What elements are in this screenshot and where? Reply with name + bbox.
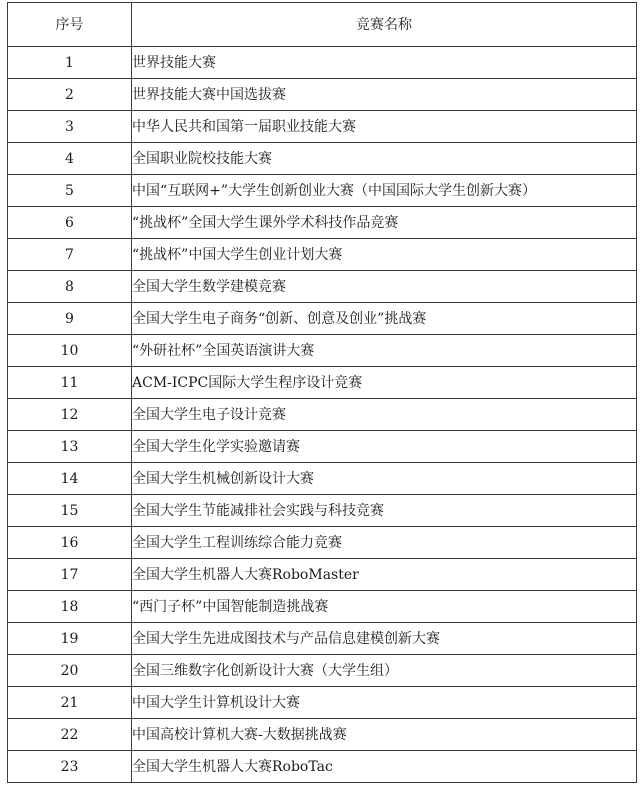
row-contest-name: 世界技能大赛中国选拔赛 — [132, 79, 637, 111]
row-index: 18 — [8, 591, 132, 623]
table-row — [8, 143, 637, 175]
row-index: 22 — [8, 719, 132, 751]
contest-list-table — [7, 2, 637, 783]
row-contest-name: 全国大学生电子商务“创新、创意及创业”挑战赛 — [132, 303, 637, 335]
table-row — [8, 655, 637, 687]
table-row — [8, 111, 637, 143]
row-index: 20 — [8, 655, 132, 687]
row-contest-name: ACM-ICPC国际大学生程序设计竞赛 — [132, 367, 637, 399]
row-index: 4 — [8, 143, 132, 175]
row-index: 8 — [8, 271, 132, 303]
row-index: 13 — [8, 431, 132, 463]
table-row — [8, 335, 637, 367]
table-row — [8, 495, 637, 527]
row-index: 23 — [8, 751, 132, 783]
row-index: 10 — [8, 335, 132, 367]
table-row — [8, 207, 637, 239]
row-index: 2 — [8, 79, 132, 111]
row-contest-name: “外研社杯”全国英语演讲大赛 — [132, 335, 637, 367]
table-row — [8, 591, 637, 623]
row-index: 14 — [8, 463, 132, 495]
table-row — [8, 399, 637, 431]
row-index: 3 — [8, 111, 132, 143]
table-body — [8, 47, 637, 783]
row-contest-name: “挑战杯”全国大学生课外学术科技作品竞赛 — [132, 207, 637, 239]
row-index: 17 — [8, 559, 132, 591]
table-row — [8, 751, 637, 783]
table-row — [8, 47, 637, 79]
row-contest-name: 全国大学生数学建模竞赛 — [132, 271, 637, 303]
table-row — [8, 527, 637, 559]
row-index: 6 — [8, 207, 132, 239]
table-row — [8, 431, 637, 463]
table-row — [8, 303, 637, 335]
table-row — [8, 687, 637, 719]
row-contest-name: “挑战杯”中国大学生创业计划大赛 — [132, 239, 637, 271]
table-header-row — [8, 3, 637, 47]
row-index: 5 — [8, 175, 132, 207]
row-index: 9 — [8, 303, 132, 335]
table-row — [8, 239, 637, 271]
table-row — [8, 719, 637, 751]
row-contest-name: 全国大学生节能减排社会实践与科技竞赛 — [132, 495, 637, 527]
table-row — [8, 367, 637, 399]
row-contest-name: 中华人民共和国第一届职业技能大赛 — [132, 111, 637, 143]
table-row — [8, 271, 637, 303]
table-row — [8, 623, 637, 655]
table-row — [8, 175, 637, 207]
row-contest-name: 全国大学生机械创新设计大赛 — [132, 463, 637, 495]
row-contest-name: “西门子杯”中国智能制造挑战赛 — [132, 591, 637, 623]
row-contest-name: 全国三维数字化创新设计大赛（大学生组） — [132, 655, 637, 687]
row-index: 7 — [8, 239, 132, 271]
row-index: 11 — [8, 367, 132, 399]
table-header — [8, 3, 637, 47]
row-contest-name: 全国大学生机器人大赛RoboTac — [132, 751, 637, 783]
row-contest-name: 中国高校计算机大赛-大数据挑战赛 — [132, 719, 637, 751]
row-contest-name: 全国职业院校技能大赛 — [132, 143, 637, 175]
row-contest-name: 全国大学生工程训练综合能力竞赛 — [132, 527, 637, 559]
row-contest-name: 世界技能大赛 — [132, 47, 637, 79]
row-contest-name: 中国大学生计算机设计大赛 — [132, 687, 637, 719]
row-index: 15 — [8, 495, 132, 527]
row-contest-name: 中国“互联网+”大学生创新创业大赛（中国国际大学生创新大赛） — [132, 175, 637, 207]
row-contest-name: 全国大学生先进成图技术与产品信息建模创新大赛 — [132, 623, 637, 655]
row-contest-name: 全国大学生化学实验邀请赛 — [132, 431, 637, 463]
row-index: 16 — [8, 527, 132, 559]
table-row — [8, 463, 637, 495]
row-contest-name: 全国大学生电子设计竞赛 — [132, 399, 637, 431]
table-row — [8, 559, 637, 591]
row-index: 21 — [8, 687, 132, 719]
row-contest-name: 全国大学生机器人大赛RoboMaster — [132, 559, 637, 591]
row-index: 12 — [8, 399, 132, 431]
header-contest-name: 竞赛名称 — [132, 3, 637, 47]
row-index: 19 — [8, 623, 132, 655]
header-index: 序号 — [8, 3, 132, 47]
table-row — [8, 79, 637, 111]
row-index: 1 — [8, 47, 132, 79]
